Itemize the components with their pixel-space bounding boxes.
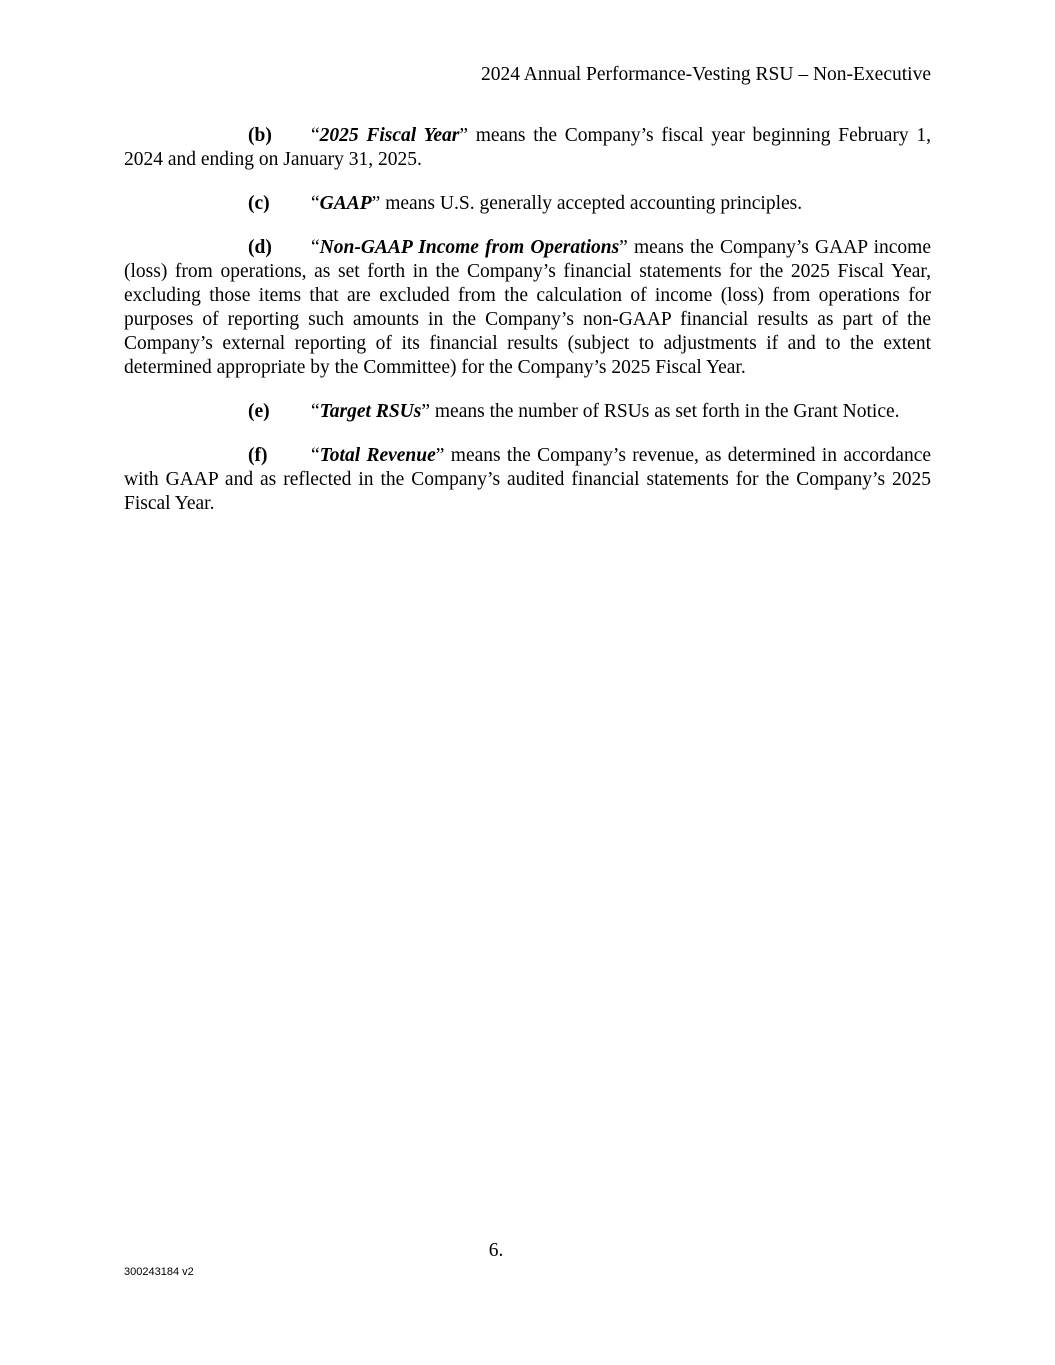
definition-label: (b) bbox=[248, 125, 272, 146]
definition-e bbox=[124, 400, 931, 424]
definition-label: (e) bbox=[248, 401, 270, 422]
defined-term: 2025 Fiscal Year bbox=[319, 125, 460, 146]
definition-label: (f) bbox=[248, 445, 268, 466]
defined-term: Non-GAAP Income from Operations bbox=[319, 237, 620, 258]
open-quote: “ bbox=[311, 193, 320, 214]
defined-term: Target RSUs bbox=[319, 401, 422, 422]
definition-text: ” means U.S. generally accepted accounting principles. bbox=[371, 193, 803, 214]
document-id: 300243184 v2 bbox=[124, 1266, 194, 1278]
definition-d bbox=[124, 236, 931, 380]
definition-text: ” means the Company’s fiscal year beginning February 1, 2024 and ending on January 31, 2025. bbox=[124, 125, 931, 170]
definition-b bbox=[124, 124, 931, 172]
open-quote: “ bbox=[311, 445, 320, 466]
page-number: 6. bbox=[488, 1240, 504, 1261]
open-quote: “ bbox=[311, 237, 320, 258]
definition-label: (c) bbox=[248, 193, 270, 214]
defined-term: GAAP bbox=[319, 193, 372, 214]
open-quote: “ bbox=[311, 125, 320, 146]
open-quote: “ bbox=[311, 401, 320, 422]
definition-label: (d) bbox=[248, 237, 272, 258]
definition-text: ” means the Company’s revenue, as determined in accordance with GAAP and as reflected in the Company’s audited financial statements for the Company’s 2025 Fiscal Year. bbox=[124, 445, 932, 514]
definition-c bbox=[124, 192, 931, 216]
defined-term: Total Revenue bbox=[319, 445, 436, 466]
definition-text: ” means the Company’s GAAP income (loss) from operations, as set forth in the Company’s financial statements for the 2025 Fiscal Year, excluding those items that are excluded from the calculation of income (loss) from operations for purposes of reporting such amounts in the Company’s non-GAAP financial results as part of the Company’s external reporting of its financial results (subject to adjustments if and to the extent determined appropriate by the Committee) for the Company’s 2025 Fiscal Year. bbox=[124, 237, 931, 378]
definitions-section bbox=[124, 124, 931, 536]
page-header-title: 2024 Annual Performance-Vesting RSU – Non-Executive bbox=[480, 64, 931, 85]
definition-f bbox=[124, 444, 931, 516]
definition-text: ” means the number of RSUs as set forth in the Grant Notice. bbox=[421, 401, 900, 422]
